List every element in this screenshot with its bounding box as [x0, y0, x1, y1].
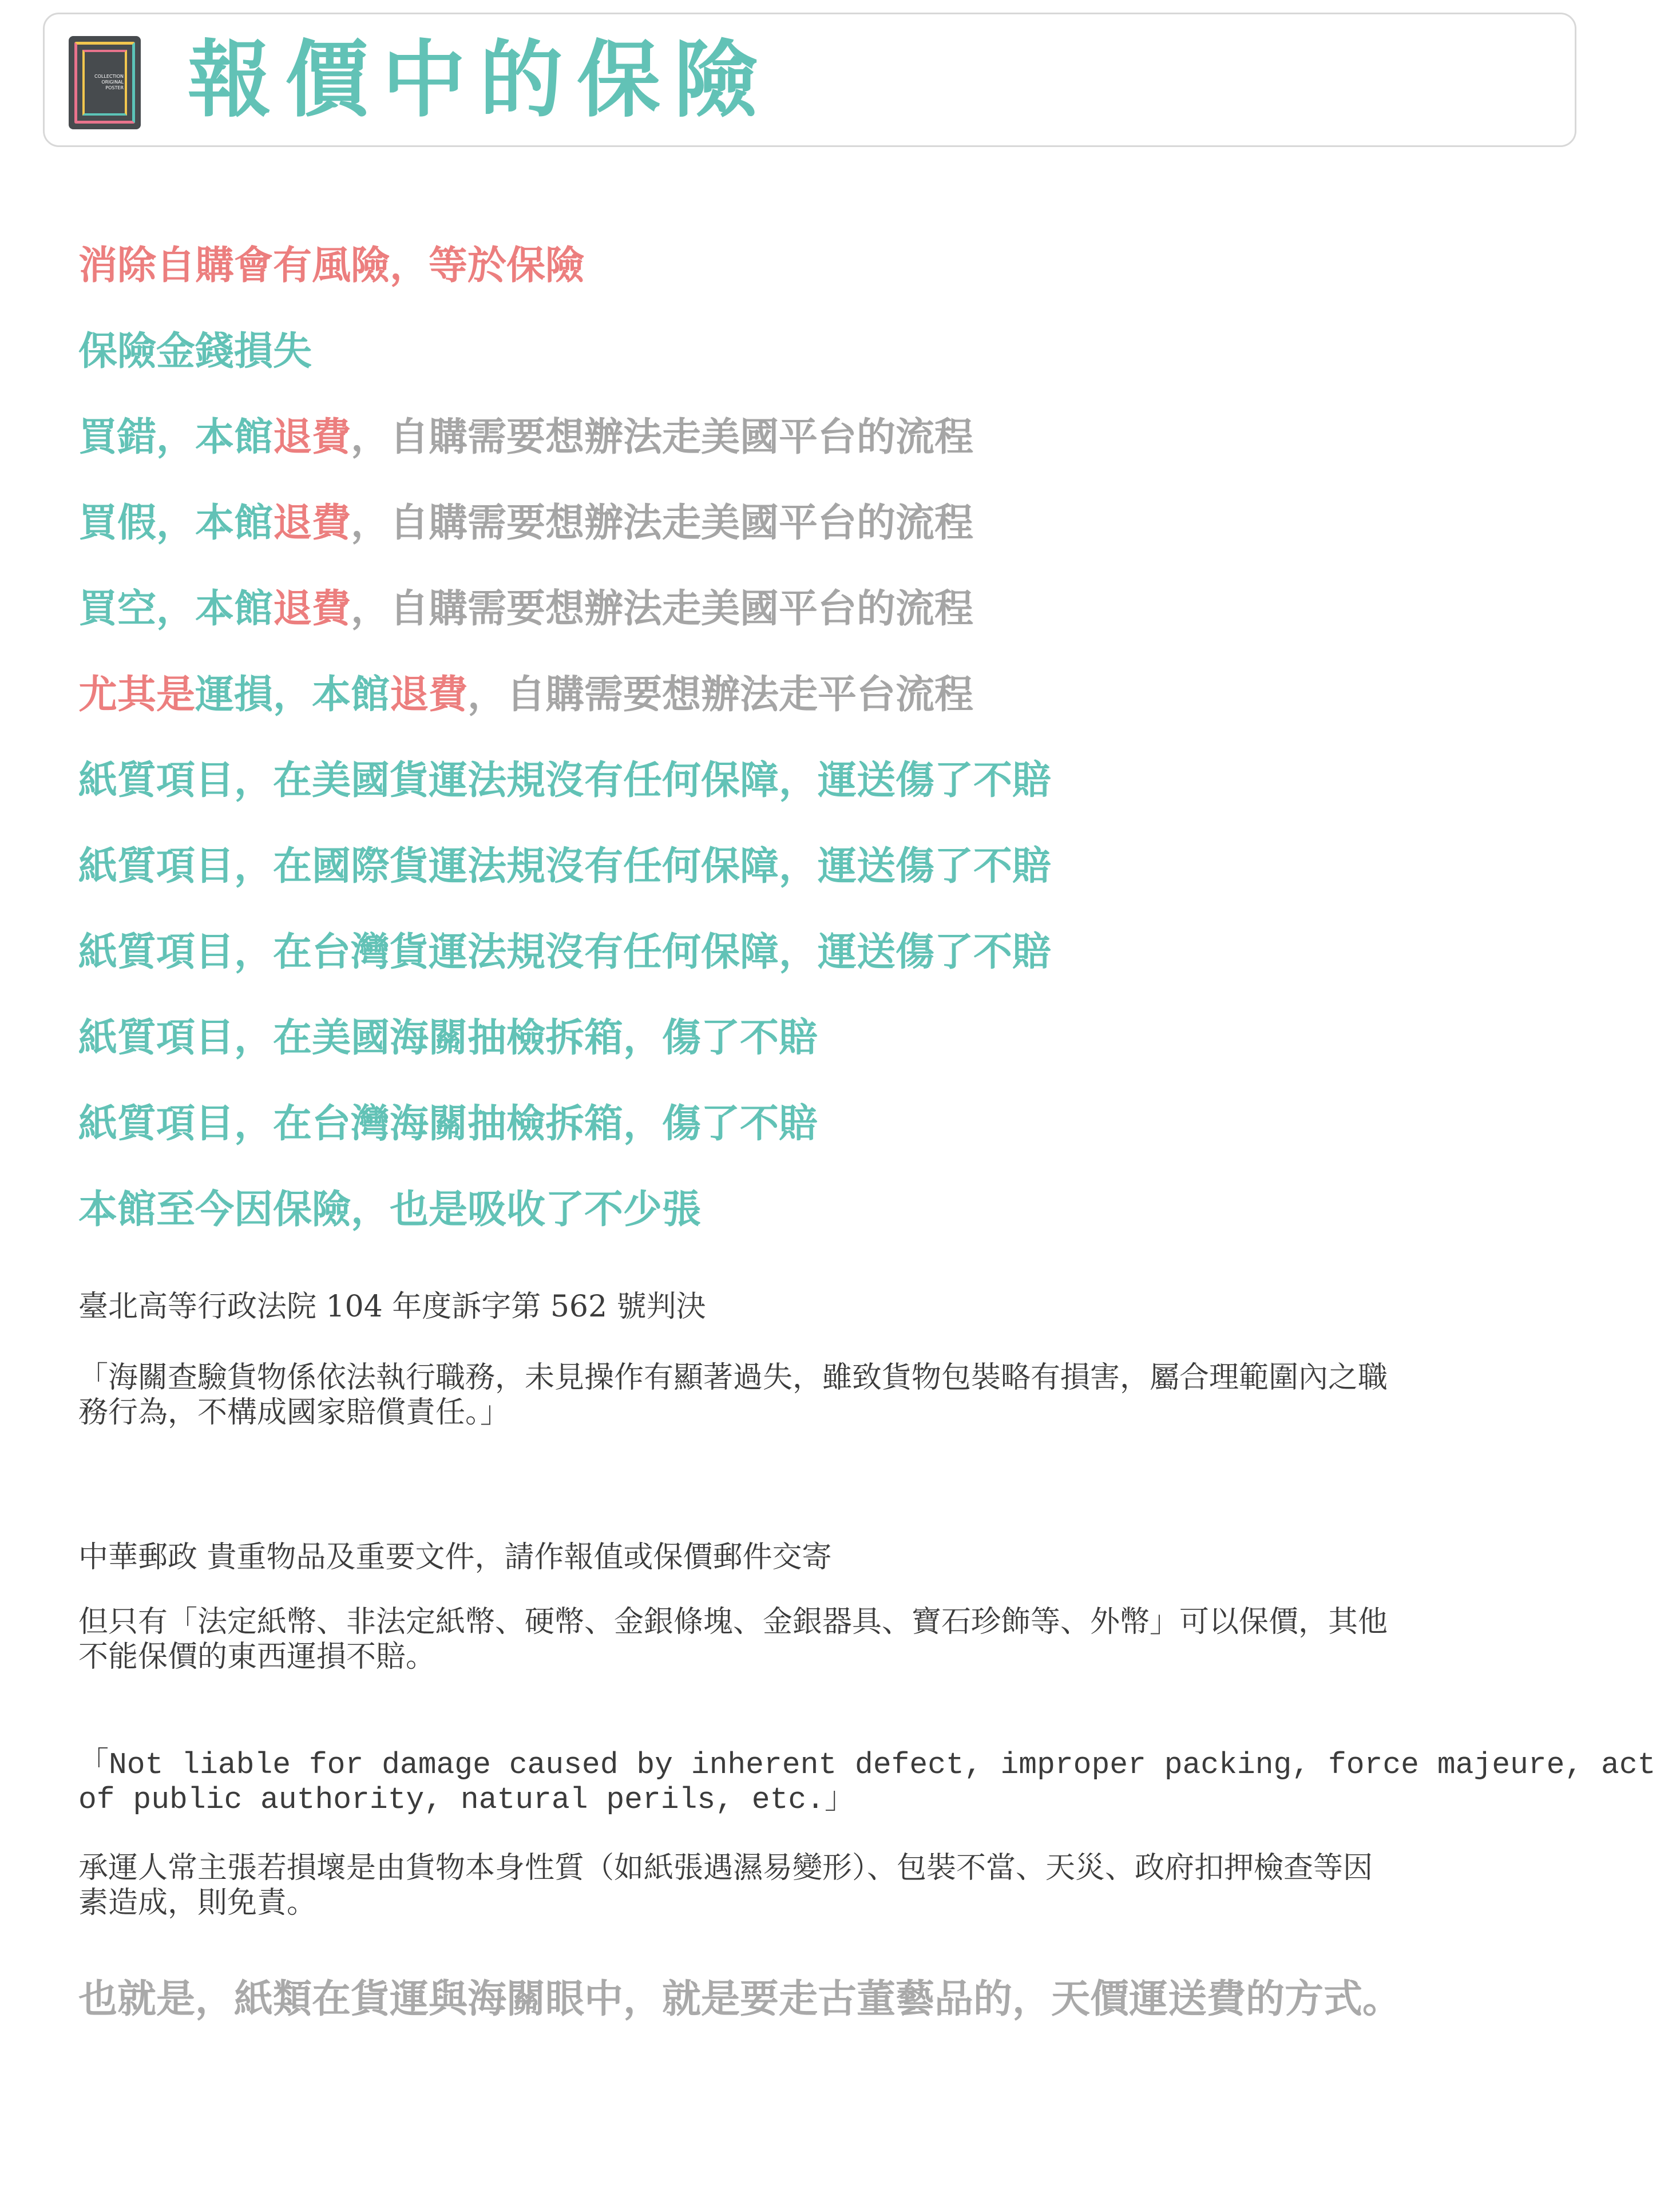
court-case-quote-line: 務行為，不構成國家賠償責任。」	[78, 1395, 510, 1430]
statement-segment: 紙質項目，在國際貨運法規沒有任何保障，運送傷了不賠	[78, 844, 1052, 889]
statement-segment: 退費	[273, 415, 351, 460]
statement-segment: 紙質項目，在美國貨運法規沒有任何保障，運送傷了不賠	[78, 758, 1052, 803]
statement-segment: 本館至今因保險，也是吸收了不少張	[78, 1187, 702, 1232]
statement-line	[78, 412, 973, 463]
statement-segment: 買假，本館	[78, 501, 274, 546]
statement-segment: 保險金錢損失	[78, 329, 312, 374]
court-case-quote	[78, 1361, 1388, 1430]
statement-line	[78, 326, 312, 378]
statement-segment: ，自購需要想辦法走平台流程	[467, 672, 974, 717]
page-title: 報價中的保險	[188, 31, 771, 129]
logo-text-line: ORIGINAL	[101, 80, 124, 85]
carrier-clause-english	[78, 1748, 1655, 1818]
statement-line	[78, 927, 1051, 978]
statement-line	[78, 755, 1051, 807]
carrier-clause-line: 「Not liable for damage caused by inherent defect, improper packing, force majeure, act	[78, 1748, 1656, 1782]
logo-text	[86, 74, 124, 91]
court-case-quote-line: 「海關查驗貨物係依法執行職務，未見操作有顯著過失，雖致貨物包裝略有損害，屬合理範圍內之職	[78, 1361, 1388, 1395]
collection-poster-logo-icon	[69, 36, 141, 129]
logo-text-line: COLLECTION	[94, 74, 124, 79]
statement-segment: 紙質項目，在台灣貨運法規沒有任何保障，運送傷了不賠	[78, 930, 1052, 975]
statement-line	[78, 841, 1051, 893]
statement-segment: ，自購需要想辦法走美國平台的流程	[351, 501, 974, 546]
conclusion-text: 也就是，紙類在貨運與海關眼中，就是要走古董藝品的，天價運送費的方式。	[78, 1977, 1402, 2022]
post-office-rule-line: 但只有「法定紙幣、非法定紙幣、硬幣、金銀條塊、金銀器具、寶石珍飾等、外幣」可以保價，其他	[78, 1605, 1388, 1639]
post-office-rule-line: 不能保價的東西運損不賠。	[78, 1640, 436, 1674]
carrier-explanation-line: 素造成，則免責。	[78, 1886, 317, 1920]
statement-segment: 消除自購會有風險，等於保險	[78, 243, 585, 288]
statement-segment: 退費	[390, 672, 468, 717]
statement-segment: 退費	[273, 501, 351, 546]
carrier-clause-explanation	[78, 1851, 1373, 1921]
carrier-explanation-line: 承運人常主張若損壞是由貨物本身性質（如紙張遇濕易變形）、包裝不當、天災、政府扣押檢查等因	[78, 1851, 1373, 1885]
statement-segment: 買空，本館	[78, 586, 274, 632]
statement-line	[78, 240, 584, 292]
statement-line	[78, 498, 973, 549]
statement-segment: ，自購需要想辦法走美國平台的流程	[351, 586, 974, 632]
statement-line	[78, 1098, 818, 1150]
logo-text-line: POSTER	[105, 85, 124, 90]
post-office-rule	[78, 1605, 1388, 1675]
statement-segment: 退費	[273, 586, 351, 632]
statement-segment: 紙質項目，在美國海關抽檢拆箱，傷了不賠	[78, 1016, 818, 1061]
statement-line	[78, 1184, 701, 1236]
statement-line	[78, 669, 973, 721]
page-header	[43, 13, 1576, 147]
statement-line	[78, 1013, 818, 1064]
statement-segment: 運損，本館	[195, 672, 390, 717]
carrier-clause-line: of public authority, natural perils, etc.」	[78, 1783, 855, 1817]
statement-segment: ，自購需要想辦法走美國平台的流程	[351, 415, 974, 460]
statement-segment: 尤其是	[78, 672, 196, 717]
statement-line	[78, 584, 973, 635]
post-office-heading: 中華郵政 貴重物品及重要文件，請作報值或保價郵件交寄	[78, 1540, 832, 1575]
statement-segment: 紙質項目，在台灣海關抽檢拆箱，傷了不賠	[78, 1101, 818, 1147]
statement-segment: 買錯，本館	[78, 415, 274, 460]
court-case-heading: 臺北高等行政法院 104 年度訴字第 562 號判決	[78, 1290, 706, 1324]
